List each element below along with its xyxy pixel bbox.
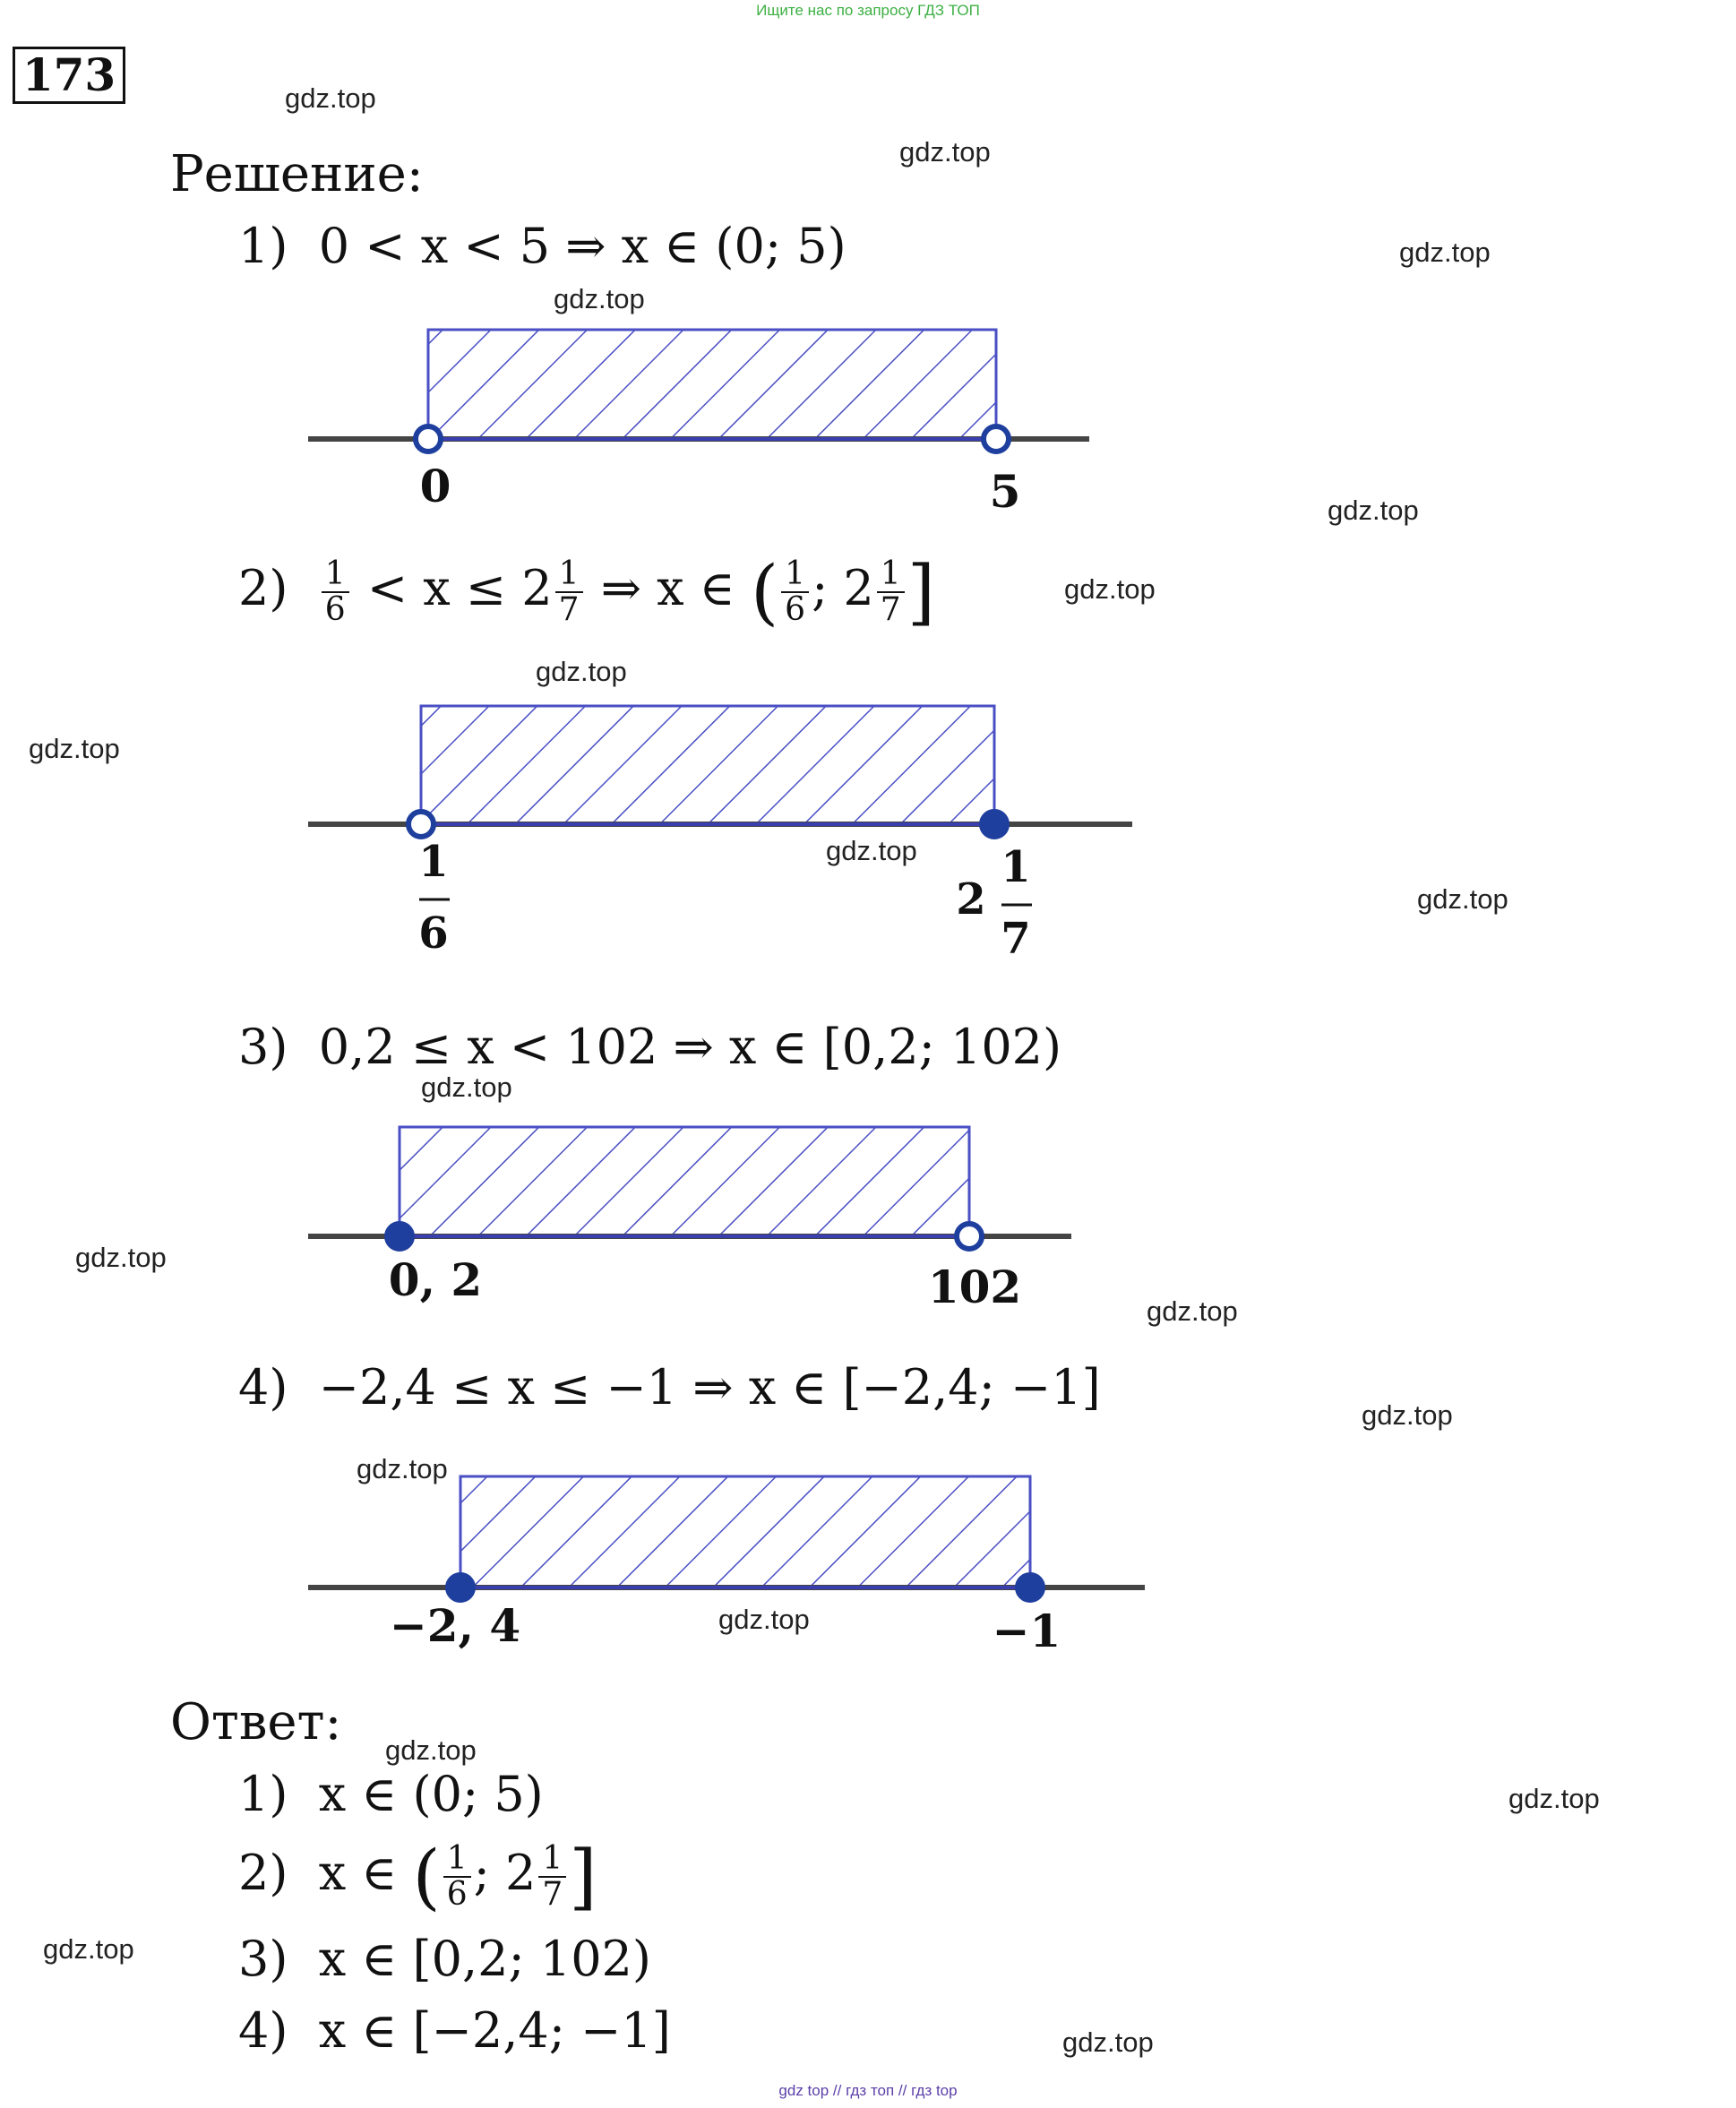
solution-item-2	[238, 549, 935, 633]
inequality-text: 0,2 ≤ x < 102 ⇒ x ∈ [0,2; 102)	[318, 1019, 1062, 1075]
watermark: gdz.top	[29, 733, 120, 764]
solution-item-4	[238, 1359, 1101, 1415]
fraction-one-seventh: $\frac{1}{7}$	[555, 557, 583, 627]
hatched-region	[428, 330, 996, 439]
answer-item-3	[238, 1931, 651, 1987]
closed-point-right	[1017, 1574, 1044, 1601]
right-label-numerator: 1	[1001, 842, 1031, 892]
number-line-3	[305, 1120, 1093, 1317]
watermark: gdz.top	[1399, 237, 1491, 268]
open-paren: (	[750, 549, 779, 633]
watermark: gdz.top	[1062, 2026, 1154, 2058]
closed-point-right	[981, 811, 1008, 838]
fraction-one-sixth: $\frac{1}{6}$	[443, 1842, 471, 1912]
right-label-whole: 2	[956, 874, 986, 925]
answer-item-4	[238, 2002, 671, 2059]
solution-item-1	[238, 218, 847, 274]
answer-text: x ∈ [−2,4; −1]	[318, 2002, 671, 2059]
item-number: 1)	[238, 218, 288, 274]
tick-label-right: −1	[992, 1605, 1061, 1657]
semicolon-part: ; 2	[473, 1844, 537, 1901]
open-point-left	[416, 426, 441, 452]
task-number: 173	[13, 47, 125, 104]
top-banner[interactable]: Ищите нас по запросу ГДЗ ТОП	[756, 2, 980, 19]
watermark: gdz.top	[1508, 1783, 1600, 1814]
watermark: gdz.top	[1147, 1295, 1238, 1327]
hatched-region	[400, 1127, 969, 1236]
watermark: gdz.top	[718, 1604, 810, 1635]
hatched-region	[460, 1476, 1030, 1587]
item-number: 3)	[238, 1931, 288, 1987]
watermark: gdz.top	[826, 835, 917, 866]
fraction-one-seventh: $\frac{1}{7}$	[877, 557, 905, 627]
open-point-left	[408, 812, 434, 837]
closed-point-left	[447, 1574, 474, 1601]
item-number: 3)	[238, 1019, 288, 1075]
answer-text: x ∈ [0,2; 102)	[318, 1931, 651, 1987]
tick-label-left: −2, 4	[389, 1599, 521, 1652]
tick-label-left: 0	[419, 460, 451, 512]
fraction-one-seventh: $\frac{1}{7}$	[538, 1842, 566, 1912]
footer-links[interactable]: gdz top // гдз топ // гдз top	[778, 2082, 958, 2099]
solution-item-3	[238, 1019, 1062, 1075]
open-point-right	[984, 426, 1009, 452]
right-label-denominator: 7	[1001, 914, 1031, 964]
number-line-2	[305, 697, 1138, 966]
left-label-denominator: 6	[418, 908, 449, 959]
watermark: gdz.top	[554, 283, 645, 314]
item-number: 2)	[238, 1844, 288, 1901]
inequality-text: −2,4 ≤ x ≤ −1 ⇒ x ∈ [−2,4; −1]	[318, 1359, 1101, 1415]
answer-text: x ∈ (0; 5)	[318, 1766, 544, 1822]
watermark: gdz.top	[43, 1933, 134, 1965]
close-bracket: ]	[907, 549, 935, 633]
watermark: gdz.top	[285, 82, 376, 114]
close-bracket: ]	[569, 1834, 597, 1918]
answer-item-1	[238, 1766, 544, 1822]
open-point-right	[957, 1224, 982, 1249]
watermark: gdz.top	[899, 136, 991, 168]
solution-heading: Решение:	[170, 145, 424, 203]
fraction-one-sixth: $\frac{1}{6}$	[322, 557, 349, 627]
tick-label-left: 0, 2	[388, 1253, 483, 1306]
watermark: gdz.top	[357, 1453, 448, 1484]
answer-item-2	[238, 1834, 597, 1918]
item-number: 4)	[238, 2002, 288, 2059]
watermark: gdz.top	[1362, 1399, 1453, 1431]
item-number: 2)	[238, 559, 288, 616]
semicolon-part: ; 2	[812, 559, 874, 616]
watermark: gdz.top	[1417, 883, 1508, 915]
arrow-part: ⇒ x ∈	[600, 559, 735, 616]
watermark: gdz.top	[75, 1242, 167, 1273]
inequality-part: < x ≤ 2	[366, 559, 553, 616]
watermark: gdz.top	[536, 656, 627, 687]
left-label-numerator: 1	[418, 837, 449, 887]
inequality-text: 0 < x < 5 ⇒ x ∈ (0; 5)	[318, 218, 847, 274]
closed-point-left	[386, 1223, 413, 1250]
fraction-one-sixth: $\frac{1}{6}$	[781, 557, 809, 627]
item-number: 4)	[238, 1359, 288, 1415]
watermark: gdz.top	[421, 1071, 512, 1103]
answer-prefix: x ∈	[318, 1844, 398, 1901]
item-number: 1)	[238, 1766, 288, 1822]
watermark: gdz.top	[1328, 495, 1419, 526]
tick-label-right: 5	[989, 465, 1021, 518]
hatched-region	[421, 706, 994, 824]
answer-heading: Ответ:	[170, 1693, 342, 1751]
tick-label-right: 102	[927, 1260, 1022, 1313]
number-line-1	[305, 323, 1102, 520]
watermark: gdz.top	[385, 1734, 477, 1766]
open-paren: (	[412, 1834, 441, 1918]
watermark: gdz.top	[1064, 573, 1156, 605]
